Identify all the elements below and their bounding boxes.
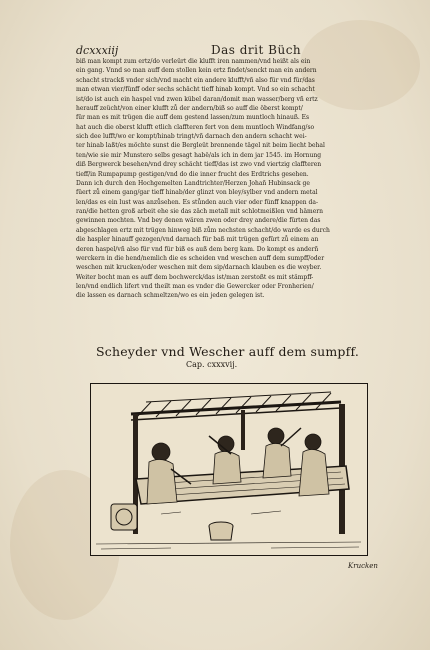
- woodcut-drawing: [91, 384, 366, 554]
- text-line: Dann ich durch den Hochgemelten Landtrichter/Herzen Johañ Hubinsack ge: [76, 179, 310, 187]
- text-line: ran/die hetten groß arbeit ehe sie das zäch metall mit schlotmeißlen vnd hämern: [76, 208, 323, 215]
- body-text: [76, 57, 376, 301]
- text-line: weschen mit krucken/oder weschen mit dem sip/darnach klauben es die weyber.: [76, 264, 322, 272]
- folio-number: dcxxxiij: [76, 44, 119, 57]
- text-line: schacht strackß vnder sich/vnd macht ein andere klufft/vñ also für vnd für/das: [76, 76, 315, 84]
- text-line: hat auch die oberst klufft etlich claffteren fert von dem muntloch Windfang/so: [76, 123, 315, 131]
- text-line: ein gang. Vnnd so man auff dem stollen kein ertz findet/senckt man ein andern: [76, 67, 317, 75]
- woodcut-illustration: [90, 383, 368, 556]
- chapter-number: Cap. cxxxvij.: [186, 360, 238, 369]
- chapter-title: Scheyder vnd Wescher auff dem sumpff.: [96, 344, 360, 359]
- text-line: die lassen es darnach schmeltzen/wo es ein jeden gelegen ist.: [76, 292, 265, 300]
- text-line: abgeschlagen ertz mit trügen hinweg biß zům nechsten schacht/do warde es durch: [76, 226, 330, 234]
- text-line: Weiter bocht man es auff dem bochwerck/das ist/man zerstoßt es mit stämpff-: [76, 273, 314, 281]
- text-line: len/das es ein lust was anzůsehen. Es stůnden auch vier oder fünff knappen da-: [76, 198, 318, 206]
- text-line: man etwan vier/fünff oder sechs schächt tieff hinab kompt. Vnd so ein schacht: [76, 86, 315, 94]
- text-line: ist/do ist auch ein haspel vnd zwen kübel daran/domit man wasser/berg vñ ertz: [76, 95, 318, 103]
- text-line: diß Bergwerck besehen/vnd drey schächt tieff/das ist zwo vnd viertzig claffteren: [76, 161, 322, 169]
- text-line: füert zů einem gang/gar tieff hinab/der glinzt von bley/sylber vnd andern metal: [76, 189, 318, 197]
- text-line: gewinnen mochten. Vnd bey denen wären zwen oder drey andere/die fürten das: [76, 217, 321, 225]
- text-line: für man es mit trügen die auff dem gestend lassen/zum muntloch hinauß. Es: [76, 114, 310, 122]
- text-line: sich dee lufft/wo er kompt/hinab tringt/vñ darnach den andern schacht wei-: [76, 133, 307, 140]
- text-line: werckern in die hend/nemlich die es scheiden vnd weschen auff dem sumpff/oder: [76, 254, 325, 262]
- text-line: ter hinab laßt/es möchte sunst die Bergleüt brennende tägel nit beim liecht behal: [76, 142, 325, 150]
- running-head: Das drit Büch: [211, 43, 302, 57]
- text-line: die haspler hinauff gezogen/vnd darnach für baß mit trügen gefürt zů einem an: [76, 236, 319, 244]
- text-line: ten/wie sie mir Munstero selbs gesagt habë/als ich in dem jar 1545. im Hornung: [76, 151, 322, 159]
- text-line: len/vnd endlich lifert vnd theilt man es vnder die Gewercker oder Fronherien/: [76, 283, 314, 290]
- text-line: tieff/in Rumpapump gestigen/vnd do die inner frucht des Erdtrichs gesehen.: [76, 170, 309, 178]
- text-line: herauff zeücht/von einer klufft zů der andern/biß so auff die öberst kompt/: [76, 104, 303, 112]
- text-line: biß man kompt zum ertz/do verleürt die klufft iren nammen/vnd heißt als ein: [76, 58, 311, 65]
- text-line: deren haspel/vñ also für vnd für biß es auß dem berg kam. Do kompt es anderñ: [76, 245, 319, 253]
- woodcut-caption: Krucken: [348, 562, 378, 570]
- page-header: [76, 44, 376, 58]
